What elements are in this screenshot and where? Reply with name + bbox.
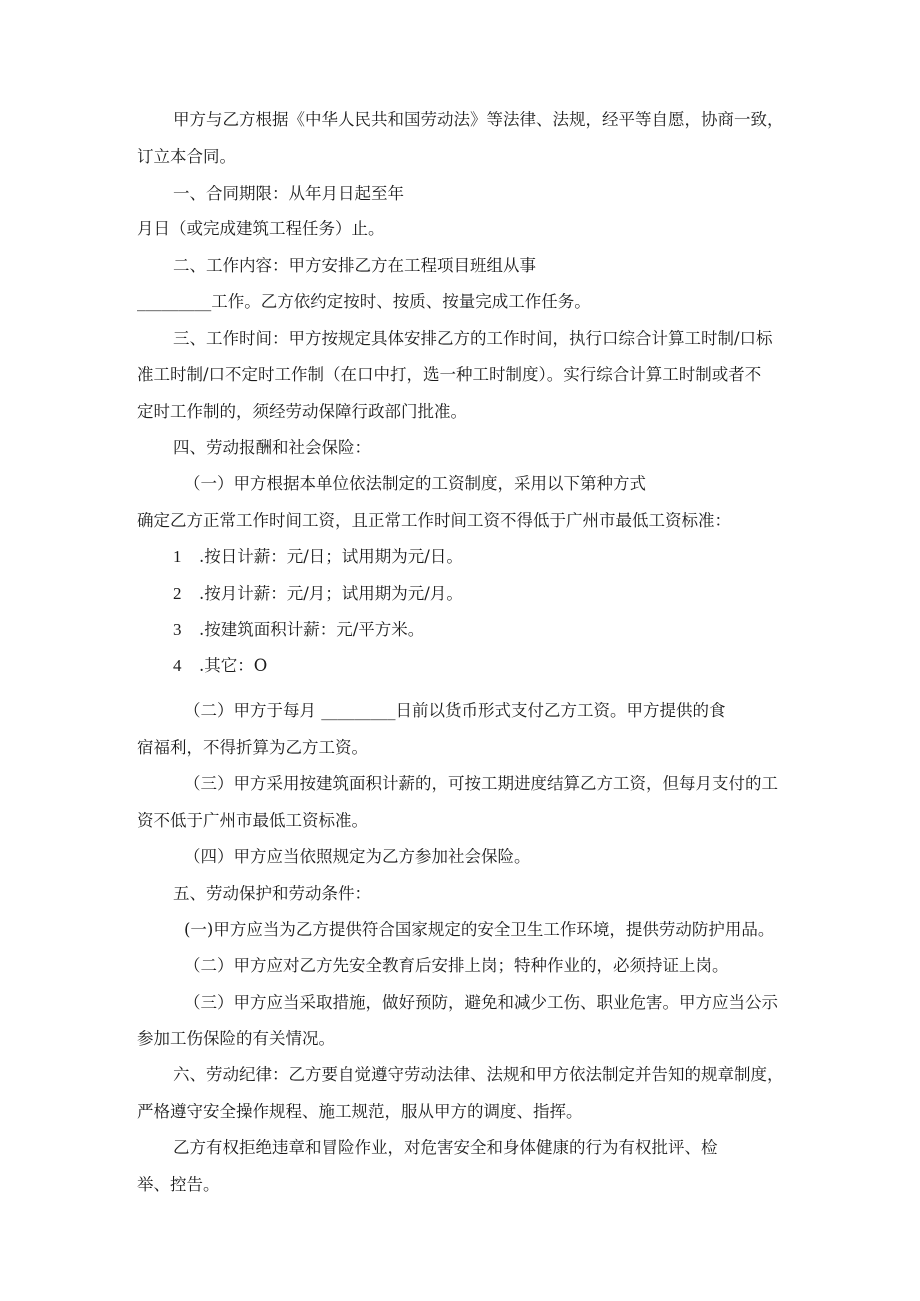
paragraph-line: （一）甲方根据本单位依法制定的工资制度，采用以下第种方式 — [184, 474, 646, 493]
paragraph-line: 乙方有权拒绝违章和冒险作业，对危害安全和身体健康的行为有权批评、检 — [173, 1138, 718, 1157]
paragraph-line: 举、控告。 — [137, 1175, 220, 1194]
paragraph-line: 二、工作内容：甲方安排乙方在工程项目班组从事 — [173, 256, 536, 275]
list-item — [173, 619, 424, 641]
paragraph-line: （三）甲方采用按建筑面积计薪的，可按工期进度结算乙方工资，但每月支付的工 — [184, 774, 778, 793]
list-number: 3 — [173, 620, 182, 639]
paragraph-line: 准工时制/口不定时工作制（在口中打，选一种工时制度）。实行综合计算工时制或者不 — [137, 365, 762, 384]
paragraph-line: （二）甲方于每月 _________日前以货币形式支付乙方工资。甲方提供的食 — [184, 701, 726, 720]
paragraph-line: 四、劳动报酬和社会保险： — [173, 438, 371, 457]
paragraph-line: 参加工伤保险的有关情况。 — [137, 1029, 335, 1048]
list-item — [173, 655, 267, 677]
list-text: .按日计薪：元/日；试用期为元/日。 — [199, 547, 463, 566]
paragraph-line: 资不低于广州市最低工资标准。 — [137, 811, 368, 830]
paragraph-line: 一、合同期限：从年月日起至年 — [173, 184, 404, 203]
paragraph-line: （四）甲方应当依照规定为乙方参加社会保险。 — [184, 847, 531, 866]
paragraph-line: 定时工作制的，须经劳动保障行政部门批准。 — [137, 402, 467, 421]
paragraph-line: 甲方与乙方根据《中华人民共和国劳动法》等法律、法规，经平等自愿，协商一致， — [173, 110, 784, 129]
paragraph-line: 五、劳动保护和劳动条件： — [173, 884, 371, 903]
paragraph-line: （二）甲方应对乙方先安全教育后安排上岗；特种作业的，必须持证上岗。 — [184, 956, 729, 975]
paragraph-line: 宿福利，不得折算为乙方工资。 — [137, 738, 368, 757]
list-number: 4 — [173, 656, 182, 675]
paragraph-line: 六、劳动纪律：乙方要自觉遵守劳动法律、法规和甲方依法制定并告知的规章制度， — [173, 1065, 784, 1084]
paragraph-line: （三）甲方应当采取措施，做好预防，避免和减少工伤、职业危害。甲方应当公示 — [184, 993, 778, 1012]
paragraph-line: 月日（或完成建筑工程任务）止。 — [137, 219, 385, 238]
paragraph-line: 严格遵守安全操作规程、施工规范，服从甲方的调度、指挥。 — [137, 1102, 583, 1121]
list-text: .按月计薪：元/月；试用期为元/月。 — [199, 584, 463, 603]
list-number: 1 — [173, 547, 182, 566]
list-text: .按建筑面积计薪：元/平方米。 — [199, 620, 425, 639]
paragraph-line: (一)甲方应当为乙方提供符合国家规定的安全卫生工作环境，提供劳动防护用品。 — [184, 920, 775, 939]
list-number: 2 — [173, 584, 182, 603]
list-item — [173, 546, 463, 568]
paragraph-line: 三、工作时间：甲方按规定具体安排乙方的工作时间，执行口综合计算工时制/口标 — [173, 329, 773, 348]
paragraph-line: _________工作。乙方依约定按时、按质、按量完成工作任务。 — [137, 292, 591, 311]
paragraph-line: 订立本合同。 — [137, 147, 236, 166]
paragraph-line: 确定乙方正常工作时间工资，且正常工作时间工资不得低于广州市最低工资标准： — [137, 511, 731, 530]
list-item — [173, 583, 463, 605]
list-text: .其它：O — [199, 656, 268, 675]
